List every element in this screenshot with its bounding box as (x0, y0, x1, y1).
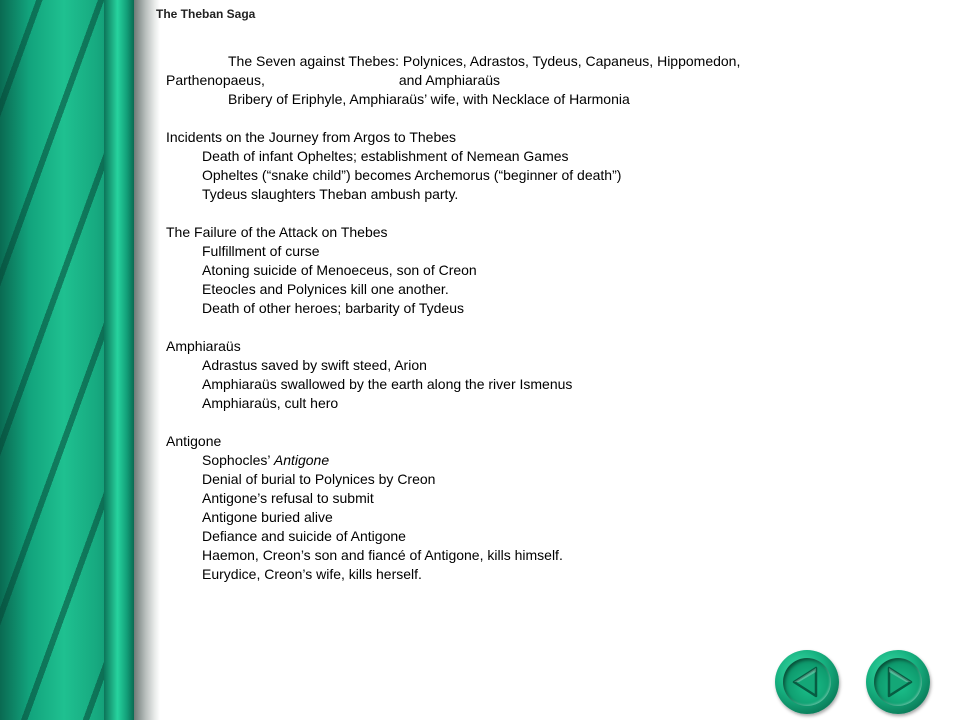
section-heading-failure: The Failure of the Attack on Thebes (166, 224, 388, 240)
section-heading-journey: Incidents on the Journey from Argos to Thebes (166, 129, 457, 145)
list-item: Antigone buried alive (202, 509, 333, 525)
play-title: Antigone (273, 452, 330, 468)
intro-line-1: The Seven against Thebes: Polynices, Adrastos, Tydeus, Capaneus, Hippomedon, (228, 53, 741, 69)
section-heading-antigone: Antigone (166, 433, 222, 449)
list-item: Antigone’s refusal to submit (202, 490, 374, 506)
list-item: Amphiaraüs swallowed by the earth along the river Ismenus (202, 376, 573, 392)
triangle-left-icon (775, 650, 839, 714)
list-item: Adrastus saved by swift steed, Arion (202, 357, 427, 373)
slide-title: The Theban Saga (156, 7, 256, 21)
list-item: Eurydice, Creon’s wife, kills herself. (202, 566, 422, 582)
intro-line-3: Bribery of Eriphyle, Amphiaraüs’ wife, with Necklace of Harmonia (228, 91, 630, 107)
decorative-border (0, 0, 160, 720)
list-item: Defiance and suicide of Antigone (202, 528, 406, 544)
intro-line-2b: and Amphiaraüs (398, 72, 501, 88)
section-heading-amphiaraus: Amphiaraüs (166, 338, 241, 354)
list-item: Denial of burial to Polynices by Creon (202, 471, 436, 487)
border-column (104, 0, 134, 720)
previous-slide-button[interactable] (775, 650, 839, 714)
intro-line-2a: Parthenopaeus, (166, 72, 265, 88)
list-item: Death of other heroes; barbarity of Tydeus (202, 300, 465, 316)
list-item: Fulfillment of curse (202, 243, 320, 259)
triangle-right-icon (866, 650, 930, 714)
list-item: Tydeus slaughters Theban ambush party. (202, 186, 459, 202)
list-item: Opheltes (“snake child”) becomes Archemorus (“beginner of death”) (202, 167, 622, 183)
next-slide-button[interactable] (866, 650, 930, 714)
list-item: Atoning suicide of Menoeceus, son of Creon (202, 262, 477, 278)
list-item: Death of infant Opheltes; establishment of Nemean Games (202, 148, 569, 164)
slide-content (166, 52, 846, 584)
list-item-text: Sophocles’ (202, 452, 274, 468)
list-item (166, 451, 846, 470)
intro-line-2 (166, 71, 846, 90)
list-item: Amphiaraüs, cult hero (202, 395, 339, 411)
list-item: Haemon, Creon’s son and fiancé of Antigone, kills himself. (202, 547, 563, 563)
border-shadow (134, 0, 160, 720)
list-item: Eteocles and Polynices kill one another. (202, 281, 449, 297)
